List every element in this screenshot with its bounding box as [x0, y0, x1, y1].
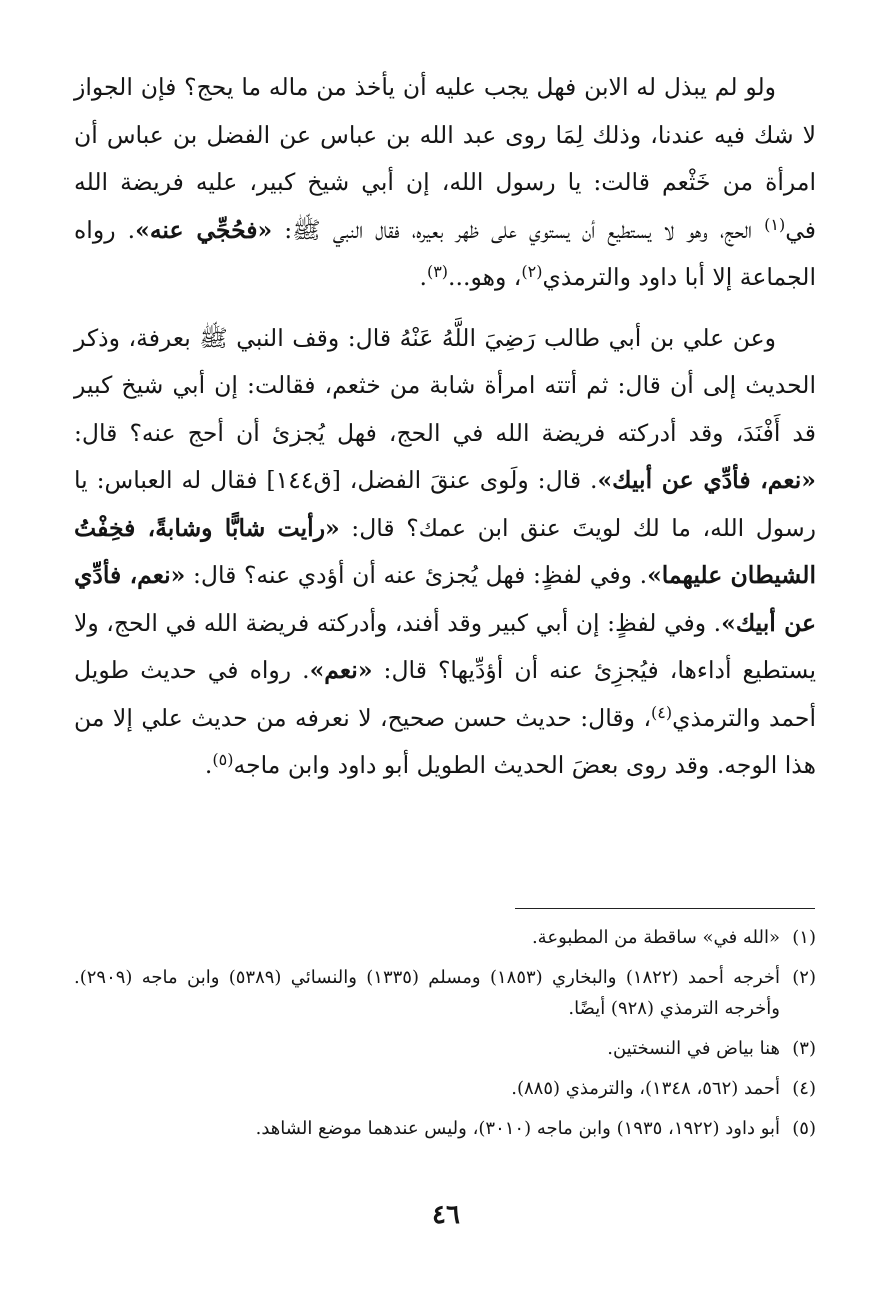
footnote-number: (٢): [792, 967, 816, 988]
footnote-divider: [515, 908, 815, 909]
footnote-text: أحمد (٥٦٢، ١٣٤٨)، والترمذي (٨٨٥).: [511, 1078, 780, 1099]
footnotes: [74, 922, 816, 1153]
text-run: . وفي لفظٍ: إن أبي كبير وقد أفند، وأدركته فريضة الله في الحج، ولا يستطيع أداءها، فيُجزِئ عنه أن أؤدِّيها؟ قال:: [74, 608, 816, 684]
text-run: .: [419, 263, 427, 291]
hadith-quote: «نعم»: [309, 656, 373, 684]
text-run: . وفي لفظٍ: فهل يُجزئ عنه أن أؤدي عنه؟ قال:: [185, 561, 648, 589]
footnote-text: «الله في» ساقطة من المطبوعة.: [531, 927, 780, 948]
footnote-number: (٤): [792, 1078, 816, 1099]
text-run: الحج، وهو لا يستطيع أن يستوي على ظهر بعيره، فقال النبي ﷺ:: [272, 215, 765, 244]
hadith-quote: «نعم، فأدِّي عن أبيك»: [74, 561, 816, 637]
hadith-quote: «فحُجِّي عنه»: [135, 215, 273, 244]
text-run: .: [204, 751, 213, 779]
text-run: وعن علي بن أبي طالب رَضِيَ اللَّهُ عَنْهُ قال: وقف النبي ﷺ بعرفة، وذكر الحديث إلى أن قال: ثم أتته امرأة شابة من خثعم، فقالت: إن أبي شيخ كبير قد أَفْنَدَ، وقد أدركته فريضة الله في الحج، فهل يُجزئ أن أحج عنه؟ قال:: [74, 323, 816, 447]
page-number: ٤٦: [432, 1200, 460, 1230]
footnote-marker: (٣): [426, 262, 449, 281]
paragraph: [74, 64, 816, 302]
footnote-number: (٣): [792, 1038, 816, 1059]
paragraph: [74, 315, 816, 790]
footnote-text: أخرجه أحمد (١٨٢٢) والبخاري (١٨٥٣) ومسلم (١٣٣٥) والنسائي (٥٣٨٩) وابن ماجه (٢٩٠٩). وأخرجه الترمذي (٩٢٨) أيضًا.: [74, 967, 780, 1019]
hadith-quote: «نعم، فأدِّي عن أبيك»: [597, 466, 816, 494]
footnote-marker: (١): [764, 214, 786, 234]
footnote: [74, 1113, 816, 1144]
text-run: . رواه في حديث طويل أحمد والترمذي: [74, 656, 816, 732]
footnote-number: (٥): [792, 1118, 816, 1139]
main-text: [74, 64, 816, 790]
footnote-marker: (٥): [212, 750, 234, 769]
footnote-text: أبو داود (١٩٢٢، ١٩٣٥) وابن ماجه (٣٠١٠)، وليس عندهما موضع الشاهد.: [255, 1118, 780, 1139]
footnote-marker: (٤): [651, 702, 673, 722]
text-run: . قال: ولَوى عنقَ الفضل، [ق١٤٤] فقال له العباس: يا رسول الله، ما لك لويتَ عنق ابن عمك؟ قال:: [74, 466, 816, 542]
text-run: . رواه الجماعة إلا أبا داود والترمذي: [74, 215, 816, 291]
hadith-quote: «رأيت شابًّا وشابةً، فخِفْتُ الشيطان عليهما»: [74, 513, 816, 589]
footnote: [74, 922, 816, 953]
footnote: [74, 1033, 816, 1064]
footnote-number: (١): [792, 927, 816, 948]
footnote: [74, 962, 816, 1024]
text-run: ، وهو...: [448, 263, 522, 291]
footnote-text: هنا بياض في النسختين.: [607, 1038, 780, 1059]
text-run: ، وقال: حديث حسن صحيح، لا نعرفه من حديث علي إلا من هذا الوجه. وقد روى بعضَ الحديث الطويل أبو داود وابن ماجه: [74, 703, 816, 779]
text-run: ولو لم يبذل له الابن فهل يجب عليه أن يأخذ من ماله ما يحج؟ فإن الجواز لا شك فيه عندنا، وذلك لِمَا روى عبد الله بن عباس عن الفضل بن عباس أن امرأة من خَثْعم قالت: يا رسول الله، إن أبي شيخ كبير، عليه فريضة الله في: [74, 73, 817, 244]
footnote-marker: (٢): [521, 262, 543, 281]
footnote: [74, 1073, 816, 1104]
